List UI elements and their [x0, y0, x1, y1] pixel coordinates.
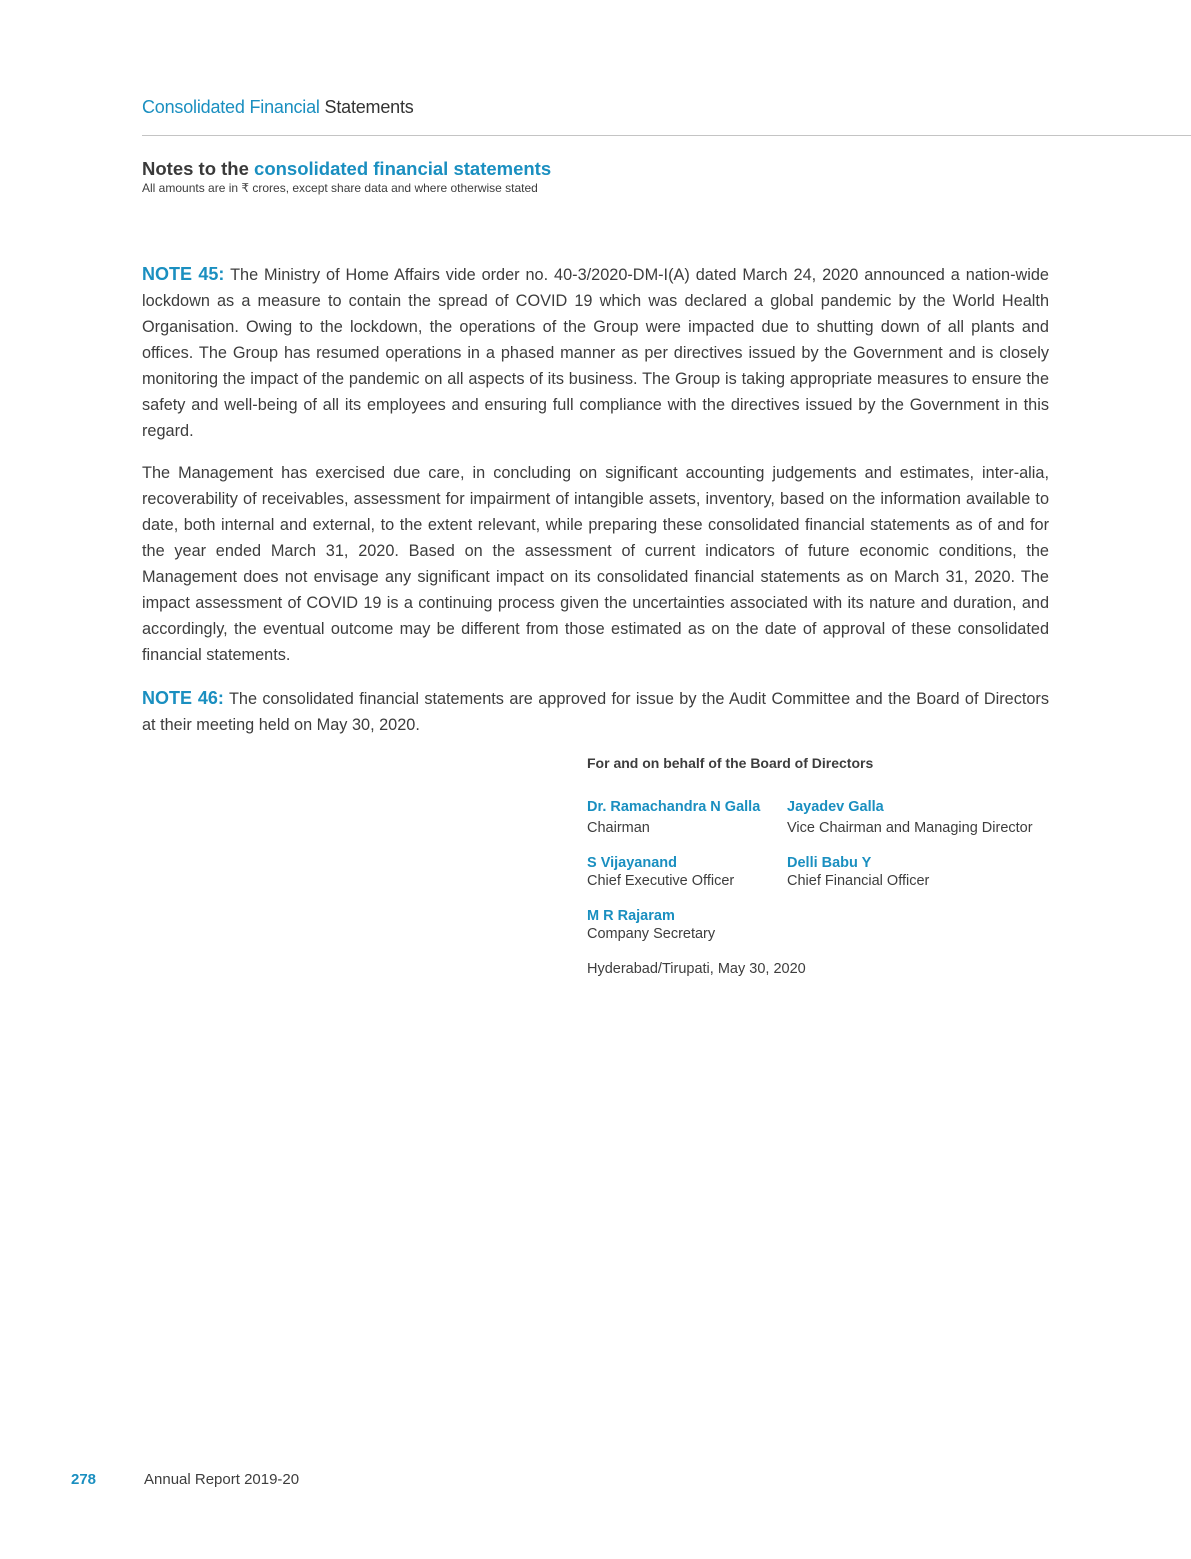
note-46-text: The consolidated financial statements are approved for issue by the Audit Committee and the Board of Directors at their meeting held on May 30, 2020. — [142, 690, 1049, 734]
signatory-title: Vice Chairman and Managing Director — [787, 820, 1033, 836]
signatory-title: Chief Financial Officer — [787, 873, 930, 889]
signatory-title: Chief Executive Officer — [587, 873, 735, 889]
notes-title — [142, 158, 551, 180]
report-name: Annual Report 2019-20 — [144, 1471, 300, 1488]
signatory-name: Delli Babu Y — [787, 855, 872, 871]
section-header-accent: Consolidated Financial — [142, 97, 320, 117]
notes-title-plain: Notes to the — [142, 158, 249, 179]
note-46-paragraph — [142, 685, 1049, 738]
signatory-name: Jayadev Galla — [787, 799, 884, 815]
note-45-paragraph-2: The Management has exercised due care, in concluding on significant accounting judgements and estimates, inter-alia, recoverability of receivables, assessment for impairment of intangible assets, inventory, based on the information available to date, both internal and external, to the extent relevant, while preparing these consolidated financial statements as of and for the year ended March 31, 2020. Based on the assessment of current indicators of future economic conditions, the Management does not envisage any significant impact on its consolidated financial statements as on March 31, 2020. The impact assessment of COVID 19 is a continuing process given the uncertainties associated with its nature and duration, and accordingly, the eventual outcome may be different from those estimated as on the date of approval of these consolidated financial statements. — [142, 464, 1049, 664]
note-46-label: NOTE 46: — [142, 688, 224, 708]
notes-title-accent: consolidated financial statements — [254, 158, 552, 179]
section-header — [142, 97, 414, 118]
note-45-text: The Ministry of Home Affairs vide order no. 40-3/2020-DM-I(A) dated March 24, 2020 announced a nation-wide lockdown as a measure to contain the spread of COVID 19 which was declared a global pandemic by the World Health Organisation. Owing to the lockdown, the operations of the Group were impacted due to shutting down of all plants and offices. The Group has resumed operations in a phased manner as per directives issued by the Government and is closely monitoring the impact of the pandemic on all aspects of its business. The Group is taking appropriate measures to ensure the safety and well-being of all its employees and ensuring full compliance with the directives issued by the Government in this regard. — [142, 266, 1049, 440]
note-45-label: NOTE 45: — [142, 264, 225, 284]
signatory-title: Chairman — [587, 820, 650, 836]
section-header-plain: Statements — [324, 97, 414, 117]
signatory-name: M R Rajaram — [587, 908, 675, 924]
place-date: Hyderabad/Tirupati, May 30, 2020 — [587, 961, 806, 977]
signatory-name: S Vijayanand — [587, 855, 677, 871]
notes-subtitle: All amounts are in ₹ crores, except share data and where otherwise stated — [142, 181, 538, 195]
note-45-paragraph — [142, 261, 1049, 444]
header-divider — [142, 135, 1191, 136]
page-number: 278 — [71, 1471, 97, 1488]
board-behalf-line: For and on behalf of the Board of Directors — [587, 755, 874, 771]
signatory-name: Dr. Ramachandra N Galla — [587, 799, 761, 815]
signatory-title: Company Secretary — [587, 926, 716, 942]
